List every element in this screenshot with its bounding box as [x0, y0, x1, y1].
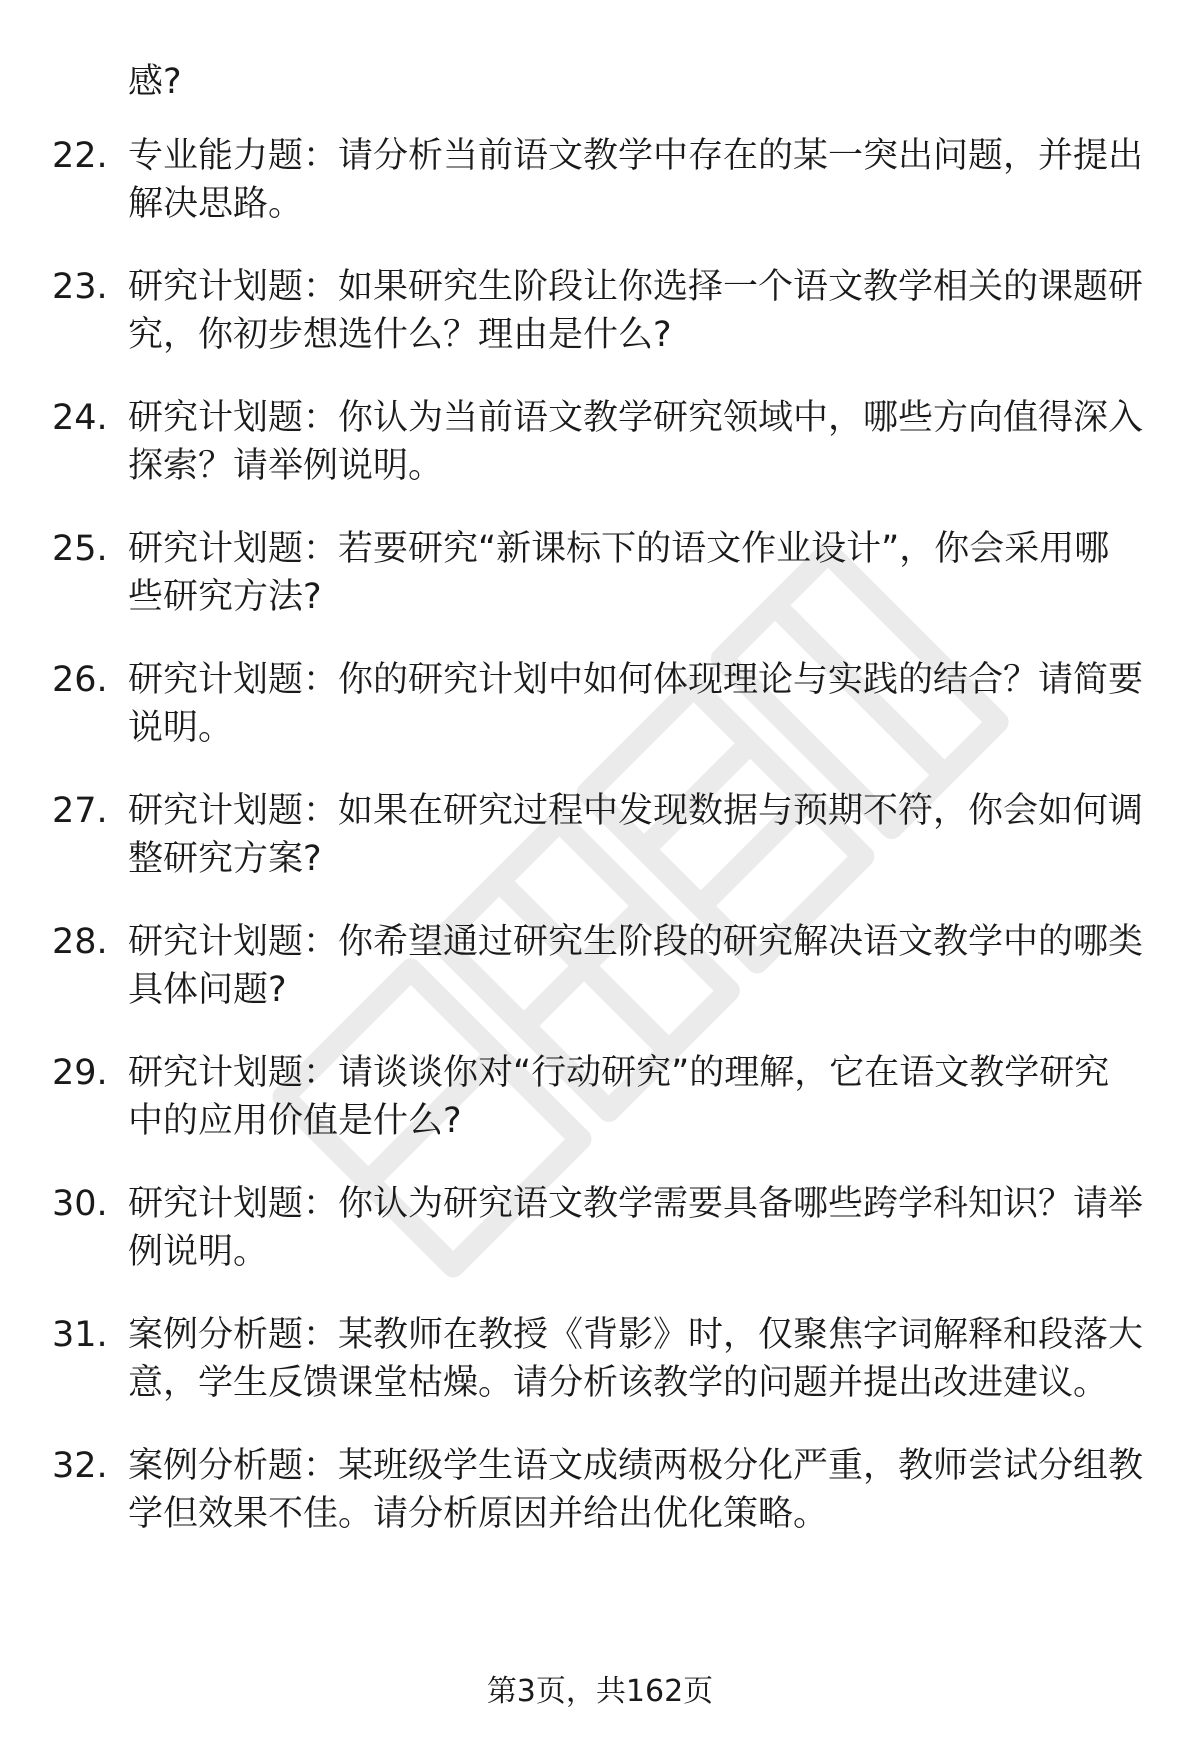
question-number: 25.	[52, 529, 108, 569]
question-item	[0, 1442, 1200, 1538]
question-item	[0, 787, 1200, 883]
question-item	[0, 394, 1200, 490]
question-item	[0, 263, 1200, 359]
page-footer: 第3页，共162页	[486, 1674, 714, 1709]
question-number: 28.	[52, 922, 108, 962]
question-text: 研究计划题：你认为研究语文教学需要具备哪些跨学科知识？请举例说明。	[128, 1184, 1144, 1272]
question-number: 22.	[52, 136, 108, 176]
question-item	[0, 918, 1200, 1014]
question-number: 27.	[52, 791, 108, 831]
question-text: 研究计划题：请谈谈你对“行动研究”的理解，它在语文教学研究中的应用价值是什么?	[128, 1053, 1110, 1141]
question-number: 30.	[52, 1184, 108, 1224]
question-item	[0, 656, 1200, 752]
question-number: 29.	[52, 1053, 108, 1093]
continued-line: 感?	[128, 62, 182, 102]
question-text: 研究计划题：你认为当前语文教学研究领域中，哪些方向值得深入探索？请举例说明。	[128, 398, 1144, 486]
question-text: 研究计划题：若要研究“新课标下的语文作业设计”，你会采用哪些研究方法?	[128, 529, 1110, 617]
question-text: 专业能力题：请分析当前语文教学中存在的某一突出问题，并提出解决思路。	[128, 136, 1144, 224]
question-item	[0, 1049, 1200, 1145]
question-number: 23.	[52, 267, 108, 307]
question-text: 案例分析题：某教师在教授《背影》时，仅聚焦字词解释和段落大意，学生反馈课堂枯燥。请分析该教学的问题并提出改进建议。	[128, 1315, 1144, 1403]
question-item	[0, 1311, 1200, 1407]
question-item	[0, 132, 1200, 228]
question-text: 研究计划题：你希望通过研究生阶段的研究解决语文教学中的哪类具体问题?	[128, 922, 1144, 1010]
question-text: 研究计划题：如果在研究过程中发现数据与预期不符，你会如何调整研究方案?	[128, 791, 1144, 879]
question-text: 研究计划题：你的研究计划中如何体现理论与实践的结合？请简要说明。	[128, 660, 1144, 748]
question-number: 24.	[52, 398, 108, 438]
question-list	[0, 132, 1200, 1573]
question-item	[0, 525, 1200, 621]
question-number: 31.	[52, 1315, 108, 1355]
question-number: 32.	[52, 1446, 108, 1486]
question-text: 案例分析题：某班级学生语文成绩两极分化严重，教师尝试分组教学但效果不佳。请分析原因并给出优化策略。	[128, 1446, 1144, 1534]
question-number: 26.	[52, 660, 108, 700]
question-text: 研究计划题：如果研究生阶段让你选择一个语文教学相关的课题研究，你初步想选什么？理由是什么?	[128, 267, 1144, 355]
question-item	[0, 1180, 1200, 1276]
